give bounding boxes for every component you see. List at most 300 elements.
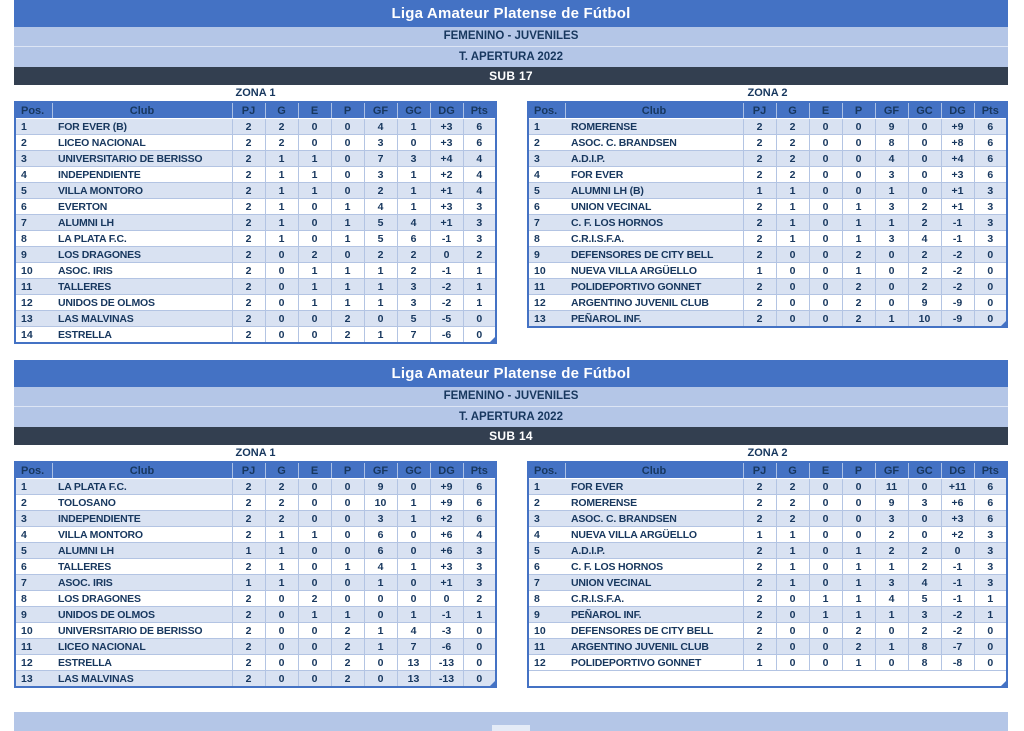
header-row	[15, 102, 496, 119]
cell-club: POLIDEPORTIVO GONNET	[565, 655, 743, 671]
cell-dg: -13	[430, 671, 463, 688]
cell-pos: 9	[528, 607, 565, 623]
cell-pj: 2	[232, 135, 265, 151]
cell-pj: 2	[743, 639, 776, 655]
cell-p: 1	[331, 559, 364, 575]
cell-gc: 4	[397, 623, 430, 639]
cell-e: 0	[809, 167, 842, 183]
cell-dg: 0	[430, 591, 463, 607]
cell-gc: 2	[397, 247, 430, 263]
cell-gc: 5	[397, 311, 430, 327]
cell-pos: 3	[15, 511, 52, 527]
cell-gc: 10	[908, 311, 941, 328]
table-row	[15, 183, 496, 199]
cell-g: 0	[265, 607, 298, 623]
zone-sub14-zona2	[527, 445, 1008, 688]
cell-club: UNIVERSITARIO DE BERISSO	[52, 151, 232, 167]
cell-club: ARGENTINO JUVENIL CLUB	[565, 295, 743, 311]
cell-gc: 0	[908, 527, 941, 543]
column-header: PJ	[232, 102, 265, 119]
cell-dg: +6	[430, 527, 463, 543]
table-row	[528, 575, 1007, 591]
cell-club: FOR EVER	[565, 167, 743, 183]
cell-club: ASOC. IRIS	[52, 575, 232, 591]
cell-gc: 6	[397, 231, 430, 247]
cell-p: 0	[331, 183, 364, 199]
cell-pos: 4	[528, 527, 565, 543]
table-row	[15, 511, 496, 527]
column-header: Pts	[463, 462, 496, 479]
cell-dg: -2	[430, 279, 463, 295]
cell-gf: 3	[875, 199, 908, 215]
cell-gf: 1	[364, 639, 397, 655]
table-row	[528, 495, 1007, 511]
cell-club: A.D.I.P.	[565, 151, 743, 167]
table-row	[528, 119, 1007, 135]
cell-gf: 0	[364, 591, 397, 607]
table-row	[528, 151, 1007, 167]
section-sub17	[14, 0, 1008, 344]
table-row	[15, 575, 496, 591]
cell-pts: 3	[463, 215, 496, 231]
cell-g: 1	[265, 215, 298, 231]
cell-gf: 0	[875, 295, 908, 311]
column-header: GF	[875, 102, 908, 119]
cell-g: 1	[776, 559, 809, 575]
table-wrap	[14, 461, 497, 688]
cell-gc: 2	[908, 279, 941, 295]
cell-g: 2	[776, 511, 809, 527]
cell-pts: 4	[463, 527, 496, 543]
cell-pts: 0	[974, 623, 1007, 639]
cell-pj: 1	[743, 183, 776, 199]
cell-club: LOS DRAGONES	[52, 591, 232, 607]
cell-club: POLIDEPORTIVO GONNET	[565, 279, 743, 295]
cell-e: 0	[809, 655, 842, 671]
cell-club: LICEO NACIONAL	[52, 135, 232, 151]
cell-pos: 1	[528, 479, 565, 495]
cell-g: 2	[776, 135, 809, 151]
cell-club: TOLOSANO	[52, 495, 232, 511]
cell-gc: 13	[397, 655, 430, 671]
table-row	[528, 183, 1007, 199]
cell-g: 1	[265, 575, 298, 591]
cell-g: 0	[265, 623, 298, 639]
cell-gc: 0	[397, 575, 430, 591]
table-row	[528, 135, 1007, 151]
column-header: GC	[397, 462, 430, 479]
cell-pj: 2	[232, 199, 265, 215]
cell-pts: 6	[974, 167, 1007, 183]
cell-gf: 0	[875, 263, 908, 279]
cell-gc: 3	[908, 607, 941, 623]
cell-gc: 1	[397, 119, 430, 135]
cell-e: 0	[809, 183, 842, 199]
cell-pts: 3	[974, 199, 1007, 215]
table-row	[528, 623, 1007, 639]
cell-club: ALUMNI LH	[52, 215, 232, 231]
cell-p: 2	[842, 623, 875, 639]
cell-p: 2	[842, 247, 875, 263]
cell-pts: 2	[463, 247, 496, 263]
cell-e: 0	[809, 527, 842, 543]
column-header: DG	[430, 102, 463, 119]
cell-pos: 7	[15, 215, 52, 231]
cell-p: 1	[331, 199, 364, 215]
cell-g: 0	[265, 327, 298, 344]
cell-dg: -6	[430, 639, 463, 655]
cell-gc: 0	[908, 167, 941, 183]
cell-club: ASOC. C. BRANDSEN	[565, 135, 743, 151]
cell-pos: 13	[15, 671, 52, 688]
table-row	[528, 479, 1007, 495]
column-header: DG	[430, 462, 463, 479]
cell-p: 0	[331, 543, 364, 559]
cell-gc: 3	[397, 151, 430, 167]
cell-club: VILLA MONTORO	[52, 183, 232, 199]
cell-club: ALUMNI LH (B)	[565, 183, 743, 199]
standings-table-sub14-zona1	[14, 461, 497, 688]
column-header: Pos.	[15, 102, 52, 119]
cell-gc: 3	[397, 279, 430, 295]
cell-gc: 0	[908, 119, 941, 135]
cell-club: C.R.I.S.F.A.	[565, 591, 743, 607]
cell-pos: 3	[528, 511, 565, 527]
cell-dg: +4	[430, 151, 463, 167]
cell-gf: 3	[875, 575, 908, 591]
division-label: FEMENINO - JUVENILES	[443, 390, 579, 402]
cell-p: 2	[842, 639, 875, 655]
cell-gf: 10	[364, 495, 397, 511]
table-row	[528, 263, 1007, 279]
cell-e: 0	[809, 295, 842, 311]
cell-g: 2	[776, 495, 809, 511]
cell-gf: 3	[875, 511, 908, 527]
cell-gc: 0	[397, 479, 430, 495]
cell-club: EVERTON	[52, 199, 232, 215]
cell-p: 0	[842, 511, 875, 527]
cell-pts: 1	[463, 279, 496, 295]
cell-pj: 2	[232, 151, 265, 167]
cell-pos: 9	[15, 607, 52, 623]
column-header: PJ	[743, 102, 776, 119]
table-row	[528, 511, 1007, 527]
cell-club: INDEPENDIENTE	[52, 511, 232, 527]
cell-pts: 6	[974, 151, 1007, 167]
cell-dg: +2	[430, 167, 463, 183]
cell-pj: 2	[232, 119, 265, 135]
zone-sub14-zona1	[14, 445, 497, 688]
cell-p: 0	[331, 591, 364, 607]
table-row	[15, 279, 496, 295]
cell-pts: 3	[974, 231, 1007, 247]
cell-dg: +9	[430, 479, 463, 495]
cell-e: 1	[298, 263, 331, 279]
cell-gf: 0	[875, 623, 908, 639]
cell-pts: 3	[463, 231, 496, 247]
cell-pj: 2	[232, 495, 265, 511]
column-header: Club	[565, 102, 743, 119]
cell-g: 1	[776, 199, 809, 215]
cell-e: 1	[809, 591, 842, 607]
cell-pos: 1	[15, 479, 52, 495]
league-title-bar	[14, 0, 1008, 27]
cell-e: 0	[809, 151, 842, 167]
cell-club: ARGENTINO JUVENIL CLUB	[565, 639, 743, 655]
column-header: DG	[941, 102, 974, 119]
cell-gc: 2	[908, 623, 941, 639]
cell-dg: -1	[430, 231, 463, 247]
cell-e: 0	[809, 231, 842, 247]
cell-gc: 4	[397, 215, 430, 231]
cell-gc: 0	[908, 183, 941, 199]
cell-e: 1	[298, 607, 331, 623]
cell-pts: 1	[463, 295, 496, 311]
cell-p: 0	[842, 151, 875, 167]
cell-gf: 1	[875, 639, 908, 655]
cell-pts: 3	[463, 543, 496, 559]
cell-gc: 1	[397, 559, 430, 575]
cell-gc: 8	[908, 639, 941, 655]
cell-pj: 2	[743, 215, 776, 231]
cell-gc: 0	[908, 511, 941, 527]
cell-gc: 9	[908, 295, 941, 311]
cell-pos: 11	[15, 639, 52, 655]
table-row	[15, 327, 496, 344]
table-row	[15, 527, 496, 543]
cell-gf: 0	[875, 247, 908, 263]
league-title: Liga Amateur Platense de Fútbol	[391, 365, 631, 382]
column-header: E	[298, 102, 331, 119]
cell-pts: 3	[974, 183, 1007, 199]
cell-dg: -5	[430, 311, 463, 327]
category-bar-sub17	[14, 67, 1008, 85]
cell-p: 0	[331, 119, 364, 135]
cell-pos: 7	[528, 215, 565, 231]
cell-club: TALLERES	[52, 279, 232, 295]
cell-gc: 2	[908, 215, 941, 231]
cell-club: UNIDOS DE OLMOS	[52, 607, 232, 623]
cell-gf: 3	[875, 231, 908, 247]
cell-club: TALLERES	[52, 559, 232, 575]
cell-pts: 0	[974, 311, 1007, 328]
cell-e: 0	[809, 247, 842, 263]
cell-pj: 2	[743, 495, 776, 511]
cell-g: 0	[265, 639, 298, 655]
cell-p: 2	[331, 327, 364, 344]
cell-pts: 6	[463, 119, 496, 135]
cell-e: 0	[298, 559, 331, 575]
cell-e: 0	[298, 575, 331, 591]
table-row	[15, 199, 496, 215]
cell-club: A.D.I.P.	[565, 543, 743, 559]
table-row	[528, 559, 1007, 575]
cell-gf: 1	[875, 183, 908, 199]
cell-pj: 2	[743, 151, 776, 167]
cell-pos: 6	[528, 199, 565, 215]
cell-pj: 2	[232, 527, 265, 543]
cell-pts: 6	[974, 495, 1007, 511]
table-row	[528, 199, 1007, 215]
cell-g: 0	[776, 623, 809, 639]
cell-gf: 2	[875, 527, 908, 543]
cell-gf: 9	[364, 479, 397, 495]
cell-gf: 4	[364, 559, 397, 575]
cell-dg: +1	[430, 575, 463, 591]
header-row	[15, 462, 496, 479]
cell-gf: 1	[875, 607, 908, 623]
cell-club: FOR EVER	[565, 479, 743, 495]
cell-club: UNION VECINAL	[565, 199, 743, 215]
cell-gc: 0	[908, 151, 941, 167]
cell-g: 1	[776, 215, 809, 231]
column-header: P	[842, 462, 875, 479]
cell-p: 1	[331, 231, 364, 247]
cell-dg: -13	[430, 655, 463, 671]
table-row	[15, 231, 496, 247]
cell-pj: 2	[232, 479, 265, 495]
cell-gc: 2	[908, 543, 941, 559]
cell-gf: 3	[364, 511, 397, 527]
column-header: Pts	[974, 102, 1007, 119]
category-bar-sub14	[14, 427, 1008, 445]
cell-g: 0	[776, 607, 809, 623]
cell-gf: 3	[875, 167, 908, 183]
cell-gf: 1	[364, 623, 397, 639]
cell-pts: 0	[463, 327, 496, 344]
cell-pj: 2	[743, 575, 776, 591]
cell-p: 0	[842, 183, 875, 199]
cell-club: LA PLATA F.C.	[52, 231, 232, 247]
cell-e: 0	[298, 639, 331, 655]
cell-pts: 6	[974, 479, 1007, 495]
cell-pts: 6	[463, 495, 496, 511]
cell-p: 1	[842, 215, 875, 231]
cell-pj: 2	[743, 559, 776, 575]
cell-pj: 1	[232, 543, 265, 559]
cell-pos: 14	[15, 327, 52, 344]
table-row	[15, 135, 496, 151]
cell-dg: -1	[941, 559, 974, 575]
cell-e: 0	[298, 311, 331, 327]
cell-pos: 6	[15, 199, 52, 215]
cell-p: 0	[842, 167, 875, 183]
cell-e: 0	[809, 311, 842, 328]
column-header: Pts	[974, 462, 1007, 479]
cell-e: 1	[298, 295, 331, 311]
cell-p: 1	[842, 655, 875, 671]
section-sub14	[14, 360, 1008, 688]
cell-club: C. F. LOS HORNOS	[565, 559, 743, 575]
cell-pos: 5	[528, 183, 565, 199]
table-row	[528, 215, 1007, 231]
cell-p: 1	[842, 543, 875, 559]
partial-next-section-bar	[14, 712, 1008, 731]
column-header: GF	[364, 102, 397, 119]
cell-dg: +1	[941, 183, 974, 199]
cell-pj: 2	[232, 671, 265, 688]
cell-dg: +6	[941, 495, 974, 511]
cell-e: 0	[809, 215, 842, 231]
cell-pos: 9	[15, 247, 52, 263]
cell-g: 1	[265, 199, 298, 215]
cell-g: 2	[776, 151, 809, 167]
cell-pj: 2	[232, 295, 265, 311]
column-header: P	[842, 102, 875, 119]
cell-club: ESTRELLA	[52, 327, 232, 344]
cell-p: 1	[331, 607, 364, 623]
cell-pos: 8	[528, 231, 565, 247]
cell-pos: 5	[15, 543, 52, 559]
column-header: GF	[875, 462, 908, 479]
cell-e: 0	[298, 119, 331, 135]
cell-gf: 2	[875, 543, 908, 559]
cell-dg: -2	[941, 607, 974, 623]
cell-p: 1	[842, 199, 875, 215]
cell-pj: 2	[743, 167, 776, 183]
column-header: PJ	[232, 462, 265, 479]
column-header: GC	[397, 102, 430, 119]
cell-pos: 12	[528, 295, 565, 311]
table-row	[528, 167, 1007, 183]
empty-row	[528, 671, 1007, 688]
cell-dg: +3	[430, 119, 463, 135]
cell-pos: 10	[15, 263, 52, 279]
table-row	[15, 479, 496, 495]
cell-pos: 2	[15, 495, 52, 511]
cell-p: 0	[331, 247, 364, 263]
cell-dg: +2	[430, 511, 463, 527]
cell-pts: 6	[463, 511, 496, 527]
category-label: SUB 17	[489, 69, 533, 83]
cell-g: 1	[265, 231, 298, 247]
cell-p: 2	[331, 623, 364, 639]
cell-gf: 1	[875, 311, 908, 328]
cell-g: 1	[265, 183, 298, 199]
cell-p: 0	[331, 575, 364, 591]
cell-club: LICEO NACIONAL	[52, 639, 232, 655]
cell-gc: 13	[397, 671, 430, 688]
column-header: Club	[52, 462, 232, 479]
cell-p: 0	[842, 135, 875, 151]
cell-e: 1	[298, 527, 331, 543]
cell-gf: 4	[875, 151, 908, 167]
cell-dg: -1	[430, 607, 463, 623]
cell-e: 0	[809, 559, 842, 575]
cell-pos: 1	[528, 119, 565, 135]
cell-pos: 11	[528, 639, 565, 655]
cell-gf: 1	[364, 327, 397, 344]
cell-pos: 3	[15, 151, 52, 167]
header-row	[528, 102, 1007, 119]
cell-dg: +1	[430, 215, 463, 231]
cell-e: 1	[809, 607, 842, 623]
cell-pos: 5	[15, 183, 52, 199]
cell-gf: 6	[364, 543, 397, 559]
cell-pos: 10	[15, 623, 52, 639]
cell-pts: 3	[463, 559, 496, 575]
cell-gf: 11	[875, 479, 908, 495]
cell-pj: 2	[232, 263, 265, 279]
cell-pj: 2	[743, 511, 776, 527]
cell-club: LA PLATA F.C.	[52, 479, 232, 495]
column-header: DG	[941, 462, 974, 479]
cell-g: 0	[776, 655, 809, 671]
cell-e: 0	[809, 263, 842, 279]
table-row	[15, 119, 496, 135]
cell-dg: -7	[941, 639, 974, 655]
column-header: Pos.	[528, 462, 565, 479]
